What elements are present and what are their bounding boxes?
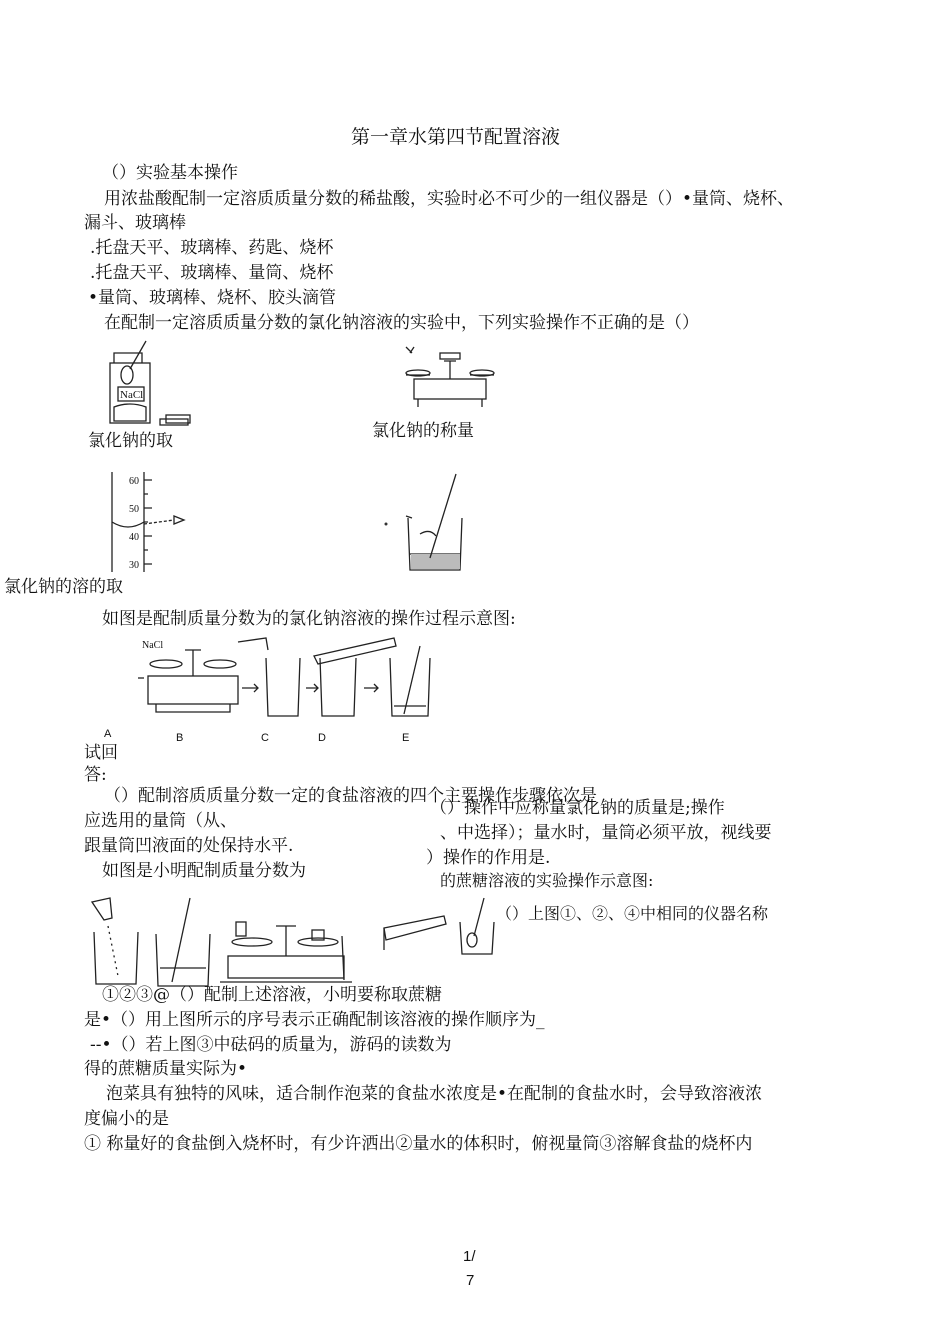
tick-40: 40	[129, 532, 139, 543]
question-1-stem: 用浓盐酸配制一定溶质质量分数的稀盐酸，实验时必不可少的一组仪器是（）•量筒、烧杯、	[104, 189, 795, 209]
graduated-cylinder-figure	[112, 472, 192, 572]
question-2-stem: 在配制一定溶质质量分数的氯化钠溶液的实验中，下列实验操作不正确的是（）	[104, 313, 699, 333]
answer-prompt-1: 试回	[84, 743, 118, 763]
question-1-stem-cont: 漏斗、玻璃棒	[84, 213, 186, 233]
sub-question-1: （）配制溶质质量分数一定的食盐溶液的四个主要操作步骤依次是	[104, 786, 597, 806]
option-c: .托盘天平、玻璃棒、量筒、烧杯	[90, 263, 334, 283]
process-figure	[138, 636, 438, 746]
label-c: C	[261, 732, 269, 744]
question-4-stem: 如图是小明配制质量分数为	[102, 861, 306, 881]
question-4-stem-cont: 的蔗糖溶液的实验操作示意图:	[440, 871, 654, 890]
caption-dissolve-a: 氯化钠的溶	[4, 577, 89, 597]
question-4-sub-4: --•（）若上图③中砝码的质量为，游码的读数为	[90, 1035, 452, 1055]
question-4-sub-2: ①②③@（）配制上述溶液，小明要称取蔗糖	[102, 985, 442, 1005]
question-5-items: ① 称量好的食盐倒入烧杯时，有少许洒出②量水的体积时，俯视量筒③溶解食盐的烧杯内	[84, 1134, 753, 1154]
page-number: 1/	[463, 1248, 476, 1265]
sub-question-3c: 跟量筒凹液面的处保持水平.	[84, 836, 294, 856]
bottle-label: NaCl	[120, 389, 144, 401]
caption-dissolve	[4, 576, 123, 597]
sub-question-4: ）操作的作用是.	[426, 848, 551, 868]
option-b: .托盘天平、玻璃棒、药匙、烧杯	[90, 238, 334, 258]
section-heading: （）实验基本操作	[102, 163, 238, 183]
question-4-sub-3: 是•（）用上图所示的序号表示正确配制该溶液的操作顺序为_	[84, 1010, 545, 1030]
label-a: A	[104, 728, 112, 740]
question-5-stem-cont: 度偏小的是	[84, 1109, 169, 1129]
question-5-stem: 泡菜具有独特的风味，适合制作泡菜的食盐水浓度是•在配制的食盐水时，会导致溶液浓	[106, 1084, 763, 1104]
reagent-bottle-figure	[100, 335, 170, 435]
sub-question-3a: 应选用的量筒（从、	[84, 811, 237, 831]
question-4-sub-1: （）上图①、②、④中相同的仪器名称	[496, 904, 769, 923]
caption-take-nacl: 氯化钠的取	[88, 431, 173, 451]
tick-50: 50	[129, 504, 139, 515]
label-d: D	[318, 732, 326, 744]
label-e: E	[402, 732, 410, 744]
caption-weigh-nacl: 氯化钠的称量	[372, 421, 474, 441]
label-b: B	[176, 732, 184, 744]
page-total: 7	[466, 1272, 475, 1289]
beaker-stir-figure	[380, 472, 470, 572]
answer-prompt-2: 答:	[84, 765, 107, 785]
tick-30: 30	[129, 560, 139, 571]
option-d: •量筒、玻璃棒、烧杯、胶头滴管	[88, 288, 337, 308]
tick-60: 60	[129, 476, 139, 487]
question-3-stem: 如图是配制质量分数为的氯化钠溶液的操作过程示意图:	[102, 609, 516, 629]
sub-question-3b: 、中选择）；量水时，量筒必须平放，视线要	[440, 823, 772, 843]
sub-question-2: （）操作中应称量氯化钠的质量是;操作	[430, 798, 725, 818]
caption-dissolve-b: 的取	[89, 577, 123, 597]
page-title: 第一章水第四节配置溶液	[351, 126, 561, 148]
balance-figure	[400, 345, 500, 410]
nacl-tag: NaCl	[142, 640, 164, 651]
sugar-solution-figure	[84, 896, 504, 996]
question-4-sub-4-cont: 得的蔗糖质量实际为•	[84, 1059, 248, 1079]
